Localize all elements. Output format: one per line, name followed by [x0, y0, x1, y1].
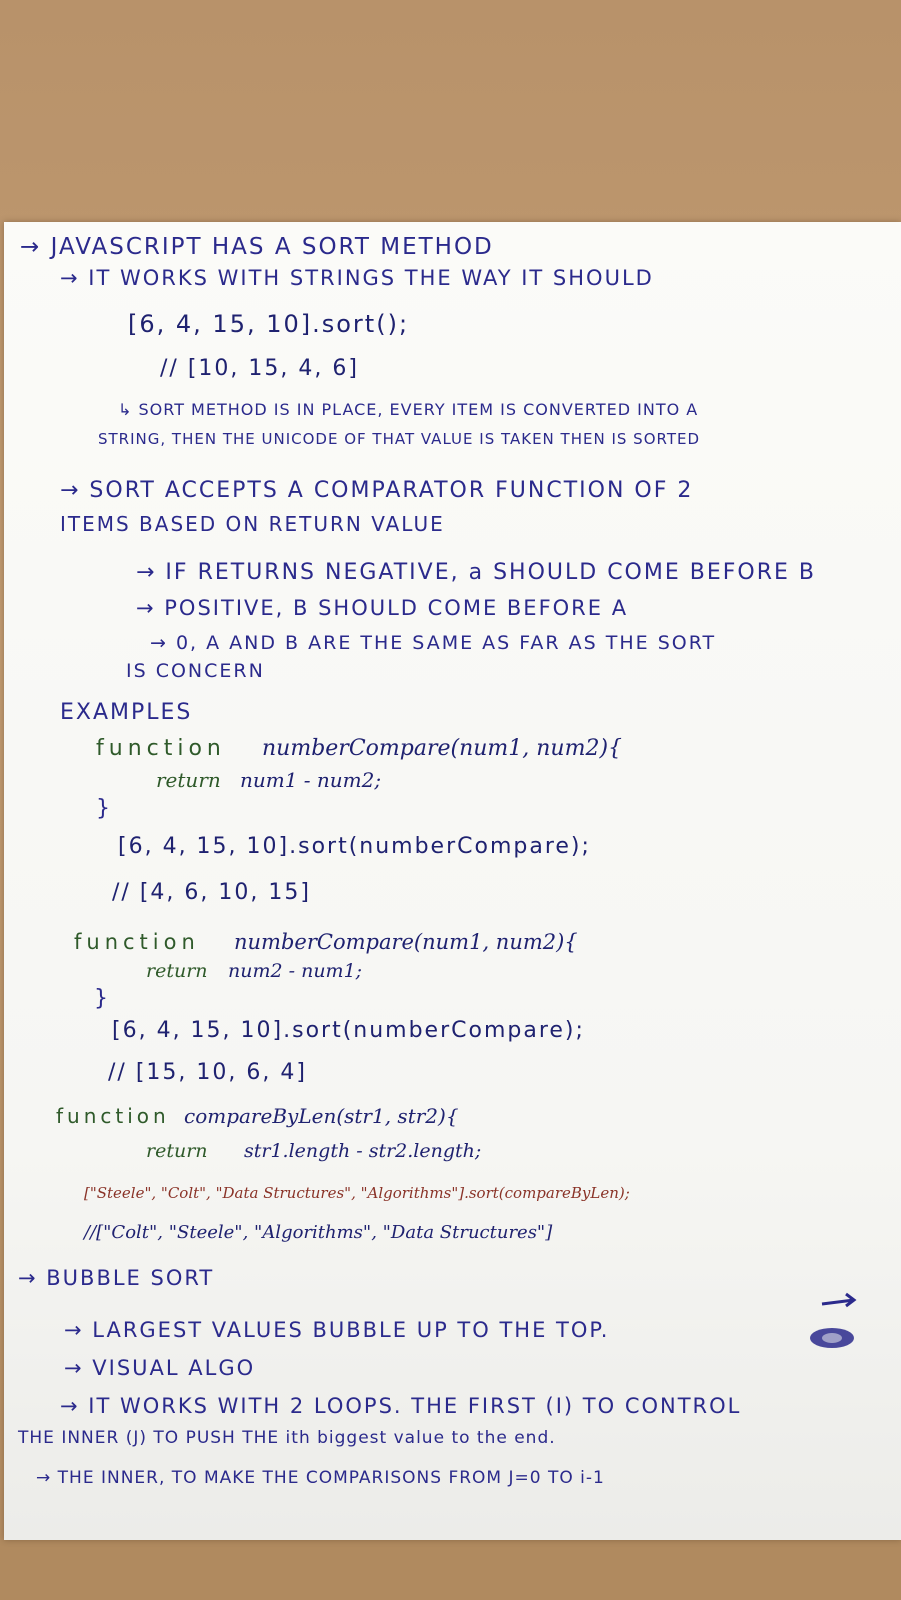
note-comparator-2: ITEMS BASED ON RETURN VALUE — [60, 512, 445, 536]
code-ex1-call: [6, 4, 15, 10].sort(numberCompare); — [118, 834, 591, 859]
code-ex3-result: //["Colt", "Steele", "Algorithms", "Data Structures"] — [84, 1222, 553, 1243]
code-ex2-call: [6, 4, 15, 10].sort(numberCompare); — [112, 1018, 585, 1043]
code-ex2-result: // [15, 10, 6, 4] — [108, 1060, 307, 1085]
code-ex1-return-kw: return — [156, 768, 221, 792]
note-bubble-loops-1: → IT WORKS WITH 2 LOOPS. THE FIRST (I) TO CONTROL — [60, 1394, 742, 1418]
code-sort-call: [6, 4, 15, 10].sort(); — [128, 310, 410, 338]
code-ex1-return: num1 - num2; — [240, 768, 382, 792]
note-bubble-loops-2: THE INNER (J) TO PUSH THE ith biggest value to the end. — [18, 1428, 556, 1448]
note-comparator-1: → SORT ACCEPTS A COMPARATOR FUNCTION OF 2 — [60, 478, 694, 503]
code-ex3-return: str1.length - str2.length; — [244, 1140, 482, 1162]
heading-js-sort: → JAVASCRIPT HAS A SORT METHOD — [20, 234, 494, 260]
code-ex2-close: } — [94, 986, 110, 1011]
note-bubble-visual: → VISUAL ALGO — [64, 1356, 256, 1380]
code-ex2-return-kw: return — [146, 960, 208, 982]
rule-negative: → IF RETURNS NEGATIVE, a SHOULD COME BEFORE B — [136, 560, 816, 585]
code-ex1-keyword: function — [96, 736, 226, 761]
heading-examples: EXAMPLES — [60, 700, 193, 725]
code-ex3-keyword: function — [56, 1104, 170, 1128]
rule-zero-2: IS CONCERN — [126, 660, 265, 682]
code-ex2-keyword: function — [74, 930, 200, 954]
desk-bottom — [0, 1540, 901, 1600]
ink-scribble-icon — [802, 1290, 862, 1360]
note-strings: → IT WORKS WITH STRINGS THE WAY IT SHOULD — [60, 266, 654, 290]
code-ex1-signature: numberCompare(num1, num2){ — [262, 736, 623, 761]
heading-bubble-sort: → BUBBLE SORT — [18, 1266, 215, 1290]
note-bubble-largest: → LARGEST VALUES BUBBLE UP TO THE TOP. — [64, 1318, 610, 1342]
note-bubble-inner: → THE INNER, TO MAKE THE COMPARISONS FROM J=0 TO i-1 — [36, 1468, 605, 1488]
rule-positive: → POSITIVE, B SHOULD COME BEFORE A — [136, 596, 629, 620]
note-in-place-1: ↳ SORT METHOD IS IN PLACE, EVERY ITEM IS CONVERTED INTO A — [118, 400, 699, 419]
note-in-place-2: STRING, THEN THE UNICODE OF THAT VALUE IS TAKEN THEN IS SORTED — [98, 430, 701, 448]
code-ex2-signature: numberCompare(num1, num2){ — [234, 930, 578, 954]
code-ex1-close: } — [96, 796, 112, 821]
rule-zero-1: → 0, A AND B ARE THE SAME AS FAR AS THE SORT — [150, 632, 717, 654]
code-ex2-return: num2 - num1; — [228, 960, 363, 982]
code-ex1-result: // [4, 6, 10, 15] — [112, 880, 311, 905]
code-sort-result: // [10, 15, 4, 6] — [160, 356, 359, 381]
code-ex3-call: ["Steele", "Colt", "Data Structures", "Algorithms"].sort(compareByLen); — [84, 1184, 630, 1202]
code-ex3-signature: compareByLen(str1, str2){ — [184, 1104, 459, 1128]
code-ex3-return-kw: return — [146, 1140, 208, 1162]
